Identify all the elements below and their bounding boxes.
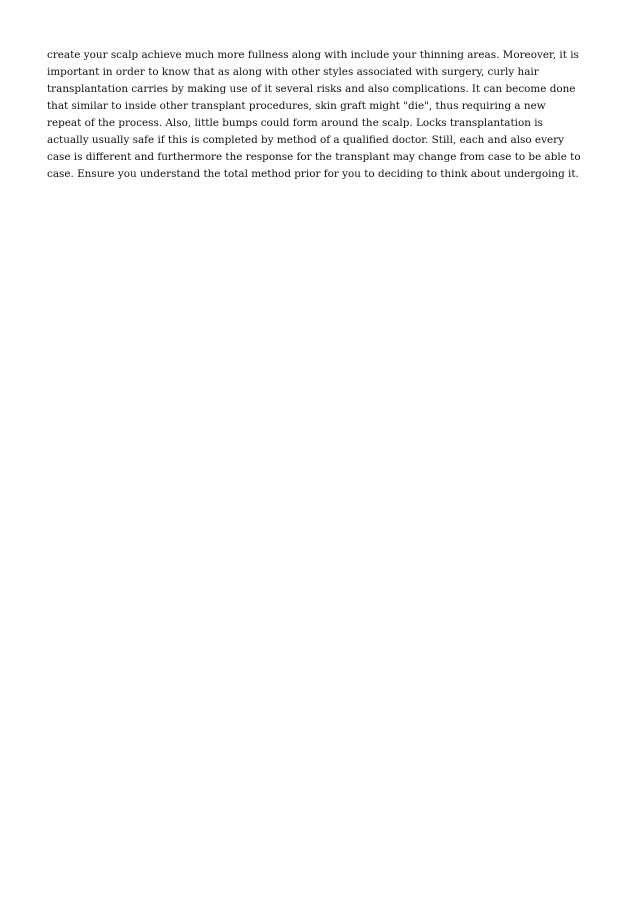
paragraph-line: important in order to know that as along with other styles associated with surgery, curly hair [47, 66, 539, 78]
paragraph-line: that similar to inside other transplant procedures, skin graft might "die", thus requiring a new [47, 100, 546, 112]
paragraph-line: case. Ensure you understand the total method prior for you to deciding to think about undergoing it. [47, 168, 579, 180]
body-paragraph [47, 47, 599, 183]
paragraph-line: actually usually safe if this is completed by method of a qualified doctor. Still, each and also every [47, 134, 564, 146]
paragraph-line: transplantation carries by making use of it several risks and also complications. It can become done [47, 83, 576, 95]
paragraph-line: repeat of the process. Also, little bumps could form around the scalp. Locks transplantation is [47, 117, 543, 129]
paragraph-line: create your scalp achieve much more fullness along with include your thinning areas. Moreover, it is [47, 49, 579, 61]
paragraph-line: case is different and furthermore the response for the transplant may change from case to be able to [47, 151, 581, 163]
